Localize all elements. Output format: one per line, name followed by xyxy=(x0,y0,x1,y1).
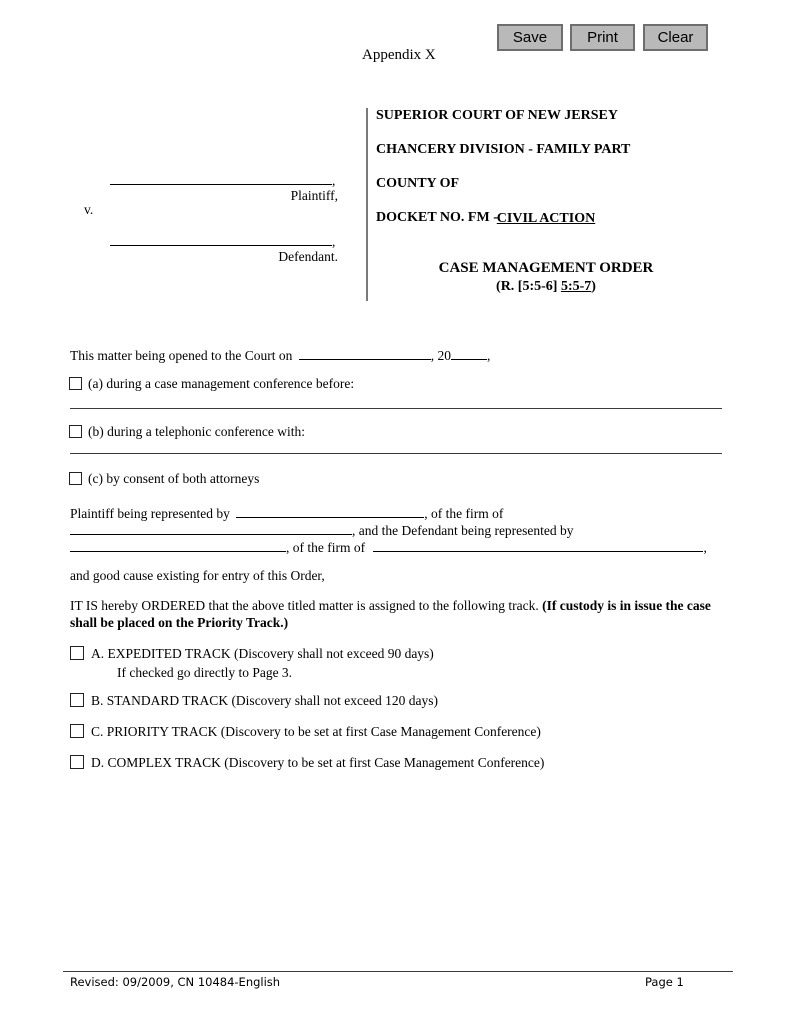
civil-action-text: CIVIL ACTION xyxy=(496,211,596,226)
rule-citation-suffix: ) xyxy=(591,279,596,294)
order-title: CASE MANAGEMENT ORDER xyxy=(438,260,654,276)
track-checkbox-standard[interactable] xyxy=(70,693,84,707)
good-cause-line: and good cause existing for entry of this Order, xyxy=(70,568,325,583)
track-option-c xyxy=(70,724,541,740)
track-checkbox-expedited[interactable] xyxy=(70,646,84,660)
track-label-complex: D. COMPLEX TRACK (Discovery to be set at first Case Management Conference) xyxy=(91,755,545,770)
save-button[interactable]: Save xyxy=(497,24,563,51)
comma: , xyxy=(486,348,491,363)
plaintiff-name-field[interactable] xyxy=(110,171,332,185)
track-label-standard: B. STANDARD TRACK (Discovery shall not exceed 120 days) xyxy=(91,693,438,708)
conference-label-c: (c) by consent of both attorneys xyxy=(88,471,260,486)
ordered-paragraph xyxy=(70,598,732,631)
conference-option-a xyxy=(69,376,354,392)
track-option-d xyxy=(70,755,544,771)
comma: , xyxy=(332,173,336,188)
comma: , xyxy=(332,234,336,249)
rule-citation xyxy=(376,279,716,295)
caption-divider xyxy=(366,108,368,301)
custody-priority-note: (If custody is in issue the case shall be placed on the Priority Track.) xyxy=(70,598,711,630)
civil-action-label xyxy=(376,211,716,227)
representation-text: , of the firm of xyxy=(424,506,504,521)
defendant-name-line xyxy=(110,232,342,250)
plaintiff-label: Plaintiff, xyxy=(290,188,338,203)
conference-checkbox-b[interactable] xyxy=(69,425,82,438)
opening-text: This matter being opened to the Court on xyxy=(70,348,293,363)
print-button[interactable]: Print xyxy=(570,24,635,51)
plaintiff-attorney-field[interactable] xyxy=(236,504,424,518)
defendant-firm-field[interactable] xyxy=(373,538,703,552)
conference-label-b: (b) during a telephonic conference with: xyxy=(88,424,306,439)
conference-judge-line-a[interactable] xyxy=(70,408,722,409)
court-line: CHANCERY DIVISION - FAMILY PART xyxy=(376,142,631,157)
conference-checkbox-a[interactable] xyxy=(69,377,82,390)
representation-line-2 xyxy=(70,521,740,539)
clear-button[interactable]: Clear xyxy=(643,24,708,51)
track-label-priority: C. PRIORITY TRACK (Discovery to be set at first Case Management Conference) xyxy=(91,724,541,739)
opening-sentence xyxy=(70,346,490,364)
track-label-expedited: A. EXPEDITED TRACK (Discovery shall not exceed 90 days) xyxy=(91,646,434,661)
docket-number-line: DOCKET NO. FM - xyxy=(376,210,498,225)
plaintiff-firm-field[interactable] xyxy=(70,521,352,535)
representation-text: , of the firm of xyxy=(286,540,366,555)
representation-text: , and the Defendant being represented by xyxy=(352,523,574,538)
conference-checkbox-c[interactable] xyxy=(69,472,82,485)
court-line: COUNTY OF xyxy=(376,176,460,191)
opening-date-field[interactable] xyxy=(299,346,431,360)
appendix-title: Appendix X xyxy=(362,47,436,63)
track-note-expedited: If checked go directly to Page 3. xyxy=(117,665,293,680)
representation-line-1 xyxy=(70,504,740,522)
opening-year-prefix: , 20 xyxy=(430,348,451,363)
ordered-text: IT IS hereby ORDERED that the above titled matter is assigned to the following track. xyxy=(70,598,543,613)
defendant-name-field[interactable] xyxy=(110,232,332,246)
rule-citation-prefix: (R. [5:5-6] xyxy=(496,279,561,294)
track-checkbox-complex[interactable] xyxy=(70,755,84,769)
conference-option-b xyxy=(69,424,305,440)
footer-page-number: Page 1 xyxy=(645,975,684,989)
rule-citation-new-rule: 5:5-7 xyxy=(560,279,592,294)
track-option-b xyxy=(70,693,438,709)
representation-line-3 xyxy=(70,538,740,556)
track-checkbox-priority[interactable] xyxy=(70,724,84,738)
court-line: SUPERIOR COURT OF NEW JERSEY xyxy=(376,108,618,123)
versus-label: v. xyxy=(84,202,94,217)
footer-rule xyxy=(63,971,733,972)
court-heading xyxy=(376,107,732,226)
conference-option-c xyxy=(69,471,259,487)
footer-revision: Revised: 09/2009, CN 10484-English xyxy=(70,975,281,989)
representation-text: Plaintiff being represented by xyxy=(70,506,230,521)
defendant-attorney-field[interactable] xyxy=(70,538,286,552)
opening-year-field[interactable] xyxy=(451,346,487,360)
track-option-a xyxy=(70,646,434,662)
defendant-label: Defendant. xyxy=(278,249,338,264)
comma: , xyxy=(703,540,707,555)
conference-label-a: (a) during a case management conference before: xyxy=(88,376,355,391)
plaintiff-name-line xyxy=(110,171,342,189)
conference-name-line-b[interactable] xyxy=(70,453,722,454)
